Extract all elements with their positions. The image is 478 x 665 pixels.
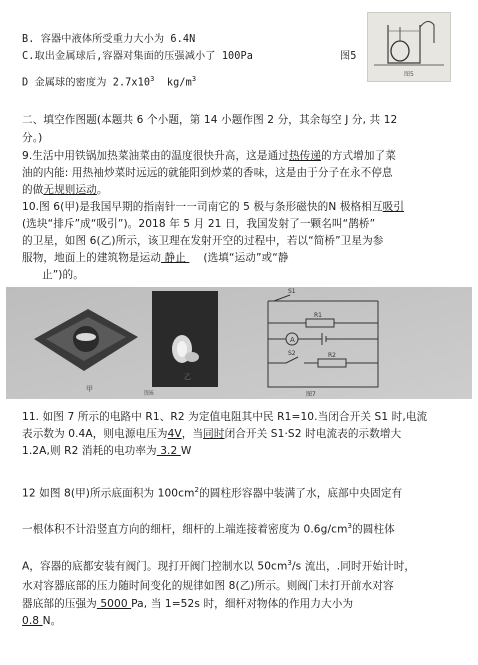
answer-blank: 热传递	[288, 150, 322, 162]
answer-blank: 无规则运动	[43, 184, 97, 196]
ammeter-label: A	[290, 336, 295, 344]
container-ball-drawing	[368, 13, 450, 81]
option-b: B. 容器中液体所受重力大小为 6.4N	[22, 34, 196, 45]
question-11-line-2: 表示数为 0.4A，则电源电压为4V，当同时闭合开关 S1·S2 时电流表的示数增大	[22, 428, 402, 440]
figure-7-caption: 图7	[306, 391, 316, 398]
question-12-line-2: 一根体积不计沿竖直方向的细杆，细杆的上端连接着密度为 $0.6g/cm^3$的圆柱体	[22, 522, 395, 536]
question-12-line-4: 水对容器底部的压力随时间变化的规律如图 8(乙)所示。则阀门未打开前水对容	[22, 580, 394, 592]
option-c: C.取出金属球后,容器对集面的压强减小了 100Pa	[22, 51, 253, 62]
figure-5-caption: 图5	[404, 71, 414, 78]
question-12-line-3: A，容器的底都安装有阀门。现打开阀门控制水以 $50cm^3/s$ 流出，.同时开始计时，	[22, 559, 416, 573]
figure-5-label: 图5	[340, 51, 357, 62]
question-11-line-1: 11. 如图 7 所示的电路中 R1、R2 为定值电阻其中民 R1=10.当闭合开关 S1 时,电流	[22, 411, 428, 423]
question-9-line-1: 9.生活中用铁锅加热菜油菜由的温度很快升高，这是通过热传递的方式增加了菜	[22, 150, 396, 162]
question-10-line-1: 10.图 6(甲)是我国早期的指南针一一司南它的 5 极与条形磁快的N 极格相互吸引	[22, 201, 405, 213]
question-12-line-6: 0.8 N。	[22, 615, 62, 627]
r1-label: R1	[314, 312, 322, 319]
question-11-line-3: 1.2A,则 R2 消耗的电功率为 3.2 W	[22, 445, 192, 457]
answer-blank: 3.2	[156, 445, 181, 457]
figure-5-image	[367, 12, 451, 82]
option-d: D 金属球的密度为 $2.7x10^3$ $kg/m^3$	[22, 75, 197, 89]
section-title-cont: 分。)	[22, 132, 43, 144]
fig6-yi-label: 乙	[184, 373, 191, 381]
question-12-line-1: 12 如图 8(甲)所示底面积为 $100cm^2$的圆柱形容器中装满了水，底部中央固定有	[22, 486, 403, 500]
figure-6-7-drawing	[6, 287, 472, 399]
question-12-line-5: 器底部的压强为 5000 Pa, 当 1=52s 时，细杆对物体的作用力大小为	[22, 598, 354, 610]
question-9-line-2: 油的内能: 用热袖炒菜时远远的就能阳到炒菜的香味，这是由于分子在永不停息	[22, 167, 393, 179]
question-10-line-5: 止”)的。	[42, 269, 84, 281]
question-9-line-3: 的做无规则运动。	[22, 184, 108, 196]
s2-label: S2	[288, 350, 296, 357]
question-10-line-3: 的卫星，如图 6(乙)所示，该卫理在发射开空的过程中，若以“简桥”卫星为参	[22, 235, 384, 247]
fig6-jia-label: 甲	[86, 385, 93, 393]
answer-blank: 同时	[203, 428, 225, 440]
r2-label: R2	[328, 352, 336, 359]
answer-blank: 吸引	[382, 201, 405, 213]
question-10-line-2: (选块“排斥”成“吸引”)。2018 年 5 月 21 日，我国发射了一颗名叫“鹊桥”	[22, 218, 376, 230]
figure-6-7-image	[6, 287, 472, 399]
s1-label: S1	[288, 288, 296, 295]
figure-6-caption: 图6	[144, 390, 154, 397]
answer-blank: 5000	[96, 598, 132, 610]
answer-blank: 静止	[161, 252, 190, 264]
section-title: 二、填空作图题(本题共 6 个小题，第 14 小题作图 2 分，其余每空 J 分, 共 12	[22, 114, 398, 126]
answer-blank: 4V	[167, 428, 182, 440]
question-10-line-4: 服物，地面上的建筑物是运动 静止 (选填“运动”或“静	[22, 252, 289, 264]
satellite-launch	[152, 291, 218, 387]
answer-blank: 0.8	[22, 615, 43, 627]
